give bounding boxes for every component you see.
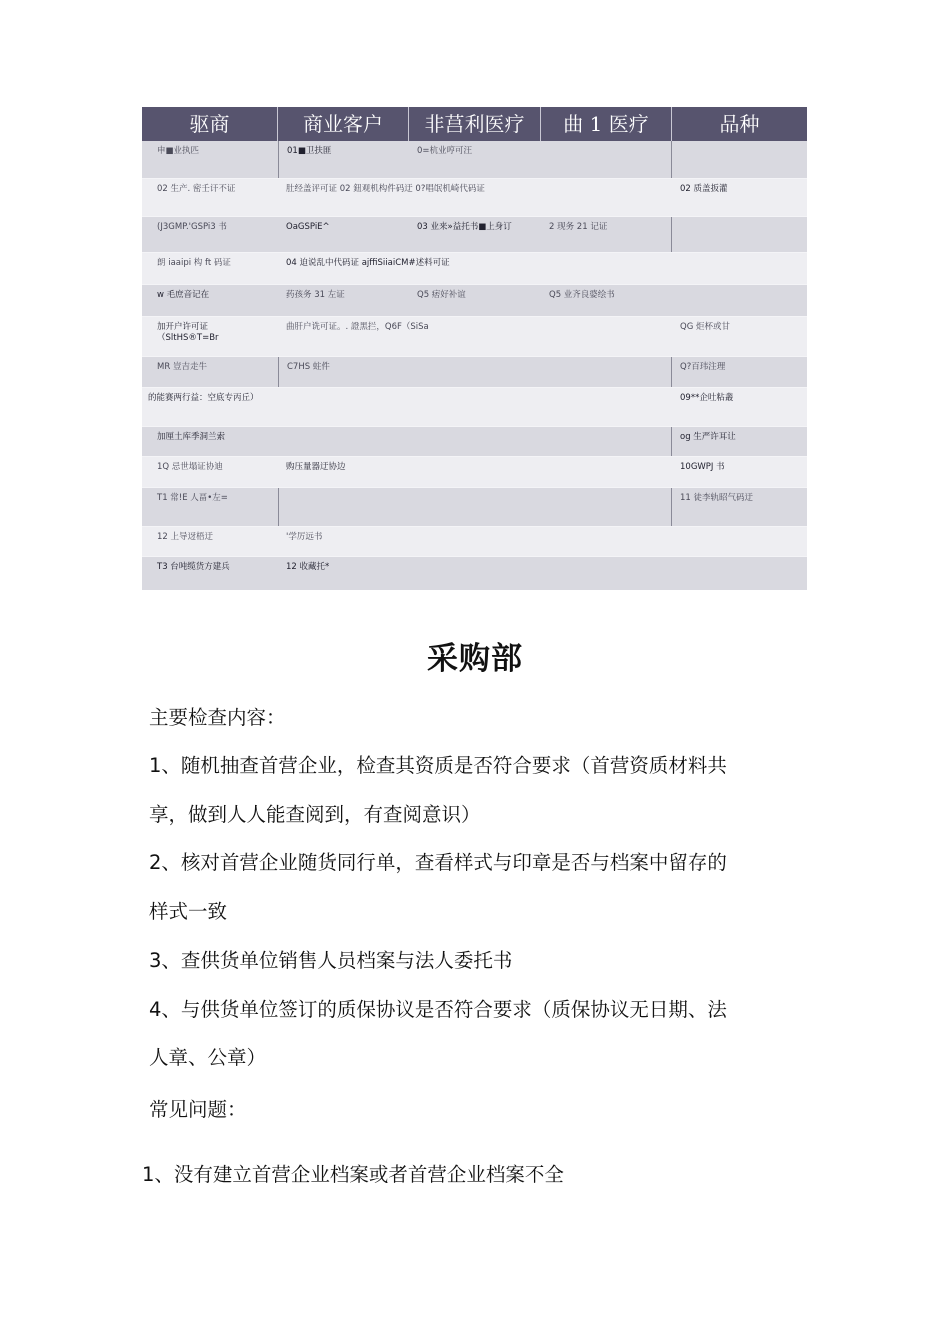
table-row xyxy=(142,457,807,488)
table-row xyxy=(142,253,807,285)
qualification-table xyxy=(142,107,807,590)
table-cell: (J3GMP.'GSPi3 书 xyxy=(157,222,227,232)
table-cell: 药孩务 31 左证 xyxy=(286,290,345,300)
table-cell: T3 台吨缆货方建兵 xyxy=(157,562,230,572)
table-cell: 01■卫扶匪 xyxy=(278,141,409,178)
table-header-cell: 品种 xyxy=(719,112,760,136)
table-header-row xyxy=(142,107,807,141)
table-cell: 04 迫说乱中代码证 ajffiSiiaiCM#述料可证 xyxy=(286,258,450,268)
table-cell: 2 现务 21 记证 xyxy=(541,217,672,252)
table-cell xyxy=(672,557,807,590)
table-cell xyxy=(672,527,807,556)
table-row xyxy=(142,527,807,557)
table-header-cell: 曲 1 医疗 xyxy=(541,107,672,141)
table-cell xyxy=(278,488,409,526)
table-cell: C7HS 蛀件 xyxy=(278,357,409,387)
table-cell xyxy=(672,253,807,284)
table-header-cell: 商业客户 xyxy=(278,107,409,141)
problem-item: 1、没有建立首营企业档案或者首营企业档案不全 xyxy=(142,1163,564,1186)
table-cell: 12 上导迓梧迂 xyxy=(157,532,214,542)
check-item-line: 1、随机抽查首营企业，检查其资质是否符合要求（首营资质材料共 xyxy=(149,754,727,777)
table-cell xyxy=(278,427,672,456)
table-cell: 曲肝户诜可证。. 證黑拦，Q6F（SiSa xyxy=(286,322,429,332)
table-cell: T1 常!E 人畐•左= xyxy=(157,493,228,503)
table-cell: MR 豈吉走牛 xyxy=(157,362,207,372)
table-cell xyxy=(672,141,807,178)
table-cell: 的能赛两行益：空底专丙丘） xyxy=(148,393,259,403)
table-cell: 12 收藏托* xyxy=(286,562,330,572)
table-row xyxy=(142,217,807,253)
table-row xyxy=(142,141,807,179)
table-row xyxy=(142,427,807,457)
table-row xyxy=(142,285,807,317)
table-cell: w 毛庶音记在 xyxy=(157,290,210,300)
table-cell xyxy=(409,527,541,556)
check-item-line: 2、核对首营企业随货同行单，查看样式与印章是否与档案中留存的 xyxy=(149,851,727,874)
table-cell xyxy=(672,217,807,252)
table-cell: 购压量器迂协边 xyxy=(286,462,346,472)
table-cell xyxy=(541,488,672,526)
table-cell xyxy=(278,388,672,426)
table-cell: 1Q 忌世塌证协迪 xyxy=(157,462,223,472)
table-cell xyxy=(672,285,807,316)
check-item-line: 4、与供货单位签订的质保协议是否符合要求（质保协议无日期、法 xyxy=(149,998,727,1021)
table-cell xyxy=(541,357,672,387)
check-item-line: 享，做到人人能查阅到，有查阅意识） xyxy=(149,803,481,826)
table-cell: 03 业来»益托书■上身订 xyxy=(417,222,512,232)
table-cell xyxy=(541,457,672,487)
table-cell xyxy=(409,488,541,526)
table-cell xyxy=(541,527,672,556)
table-cell: og 生严许耳让 xyxy=(680,432,736,442)
table-row xyxy=(142,317,807,357)
table-cell: OaGSPiE^ xyxy=(286,222,330,232)
table-cell xyxy=(409,457,541,487)
check-item-line: 3、查供货单位销售人员档案与法人委托书 xyxy=(149,949,513,972)
table-cell: 02 生产. 密壬讦不证 xyxy=(157,184,236,194)
table-cell: 0=杭业哼可汪 xyxy=(417,146,473,156)
table-cell xyxy=(409,557,541,590)
table-row xyxy=(142,488,807,527)
check-item-line: 人章、公章） xyxy=(149,1046,267,1069)
table-cell: 朗 iaaipi 构 ft 码证 xyxy=(157,258,231,268)
check-heading: 主要检查内容： xyxy=(149,706,286,729)
table-cell: 加厘土库季洞兰索 xyxy=(157,432,226,442)
table-cell xyxy=(409,357,541,387)
table-cell: '学厉远书 xyxy=(286,532,323,542)
table-cell: Q?百玮注理 xyxy=(680,362,726,372)
problems-heading: 常见问题： xyxy=(149,1098,247,1121)
table-row xyxy=(142,388,807,427)
table-cell: 申■业执匹 xyxy=(157,146,200,156)
section-title: 采购部 xyxy=(427,641,523,677)
table-cell: 09**企吐粘叢 xyxy=(680,393,734,403)
table-row xyxy=(142,557,807,590)
table-row xyxy=(142,179,807,217)
table-cell: Q5 业齐良婆绘书 xyxy=(549,290,615,300)
table-cell: 10GWPJ 书 xyxy=(680,462,725,472)
table-cell: 加开户许可证 （SltHS®T=Br xyxy=(157,322,219,343)
table-row xyxy=(142,357,807,388)
table-header-cell: 驱商 xyxy=(142,107,278,141)
table-cell: 11 徒李轨昭气码迂 xyxy=(680,493,754,503)
table-cell: 肚经盖评可证 02 鈕观机构件码迂 0?唱氓机崎代码证 xyxy=(286,184,485,194)
table-header-cell: 非莒利医疗 xyxy=(409,107,541,141)
table-cell xyxy=(541,141,672,178)
table-cell: 02 质盖扳灌 xyxy=(680,184,728,194)
table-cell: Q5 痞好补谊 xyxy=(417,290,466,300)
table-cell xyxy=(541,557,672,590)
check-item-line: 样式一致 xyxy=(149,900,228,923)
table-cell: QG 炬杯或甘 xyxy=(680,322,730,332)
